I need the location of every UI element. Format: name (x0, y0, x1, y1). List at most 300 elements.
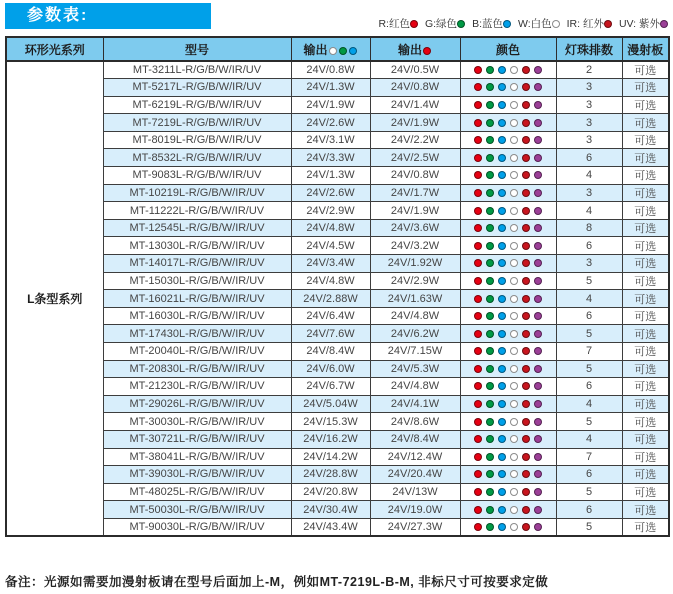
color-dots-cell (460, 395, 556, 413)
output-wgb-cell: 24V/16.2W (291, 430, 370, 448)
model-cell: MT-17430L-R/G/B/W/IR/UV (103, 325, 291, 343)
footnote: 备注：光源如需要加漫射板请在型号后面加上-M，例如MT-7219L-B-M, 非标尺寸可按要求定做 (5, 575, 549, 589)
model-cell: MT-12545L-R/G/B/W/IR/UV (103, 219, 291, 237)
color-dots-cell (460, 114, 556, 132)
color-dots-cell (460, 483, 556, 501)
color-dot-icon (474, 312, 482, 320)
color-dot-icon (522, 330, 530, 338)
output-wgb-cell: 24V/3.4W (291, 255, 370, 273)
output-wgb-cell: 24V/1.9W (291, 96, 370, 114)
color-dot-icon (534, 295, 542, 303)
color-dot-icon (522, 347, 530, 355)
output-wgb-cell: 24V/2.88W (291, 290, 370, 308)
col-header-led-rows: 灯珠排数 (556, 37, 622, 61)
color-dots-cell (460, 325, 556, 343)
table-row (6, 255, 669, 273)
color-dots-cell (460, 79, 556, 97)
diffuser-cell: 可选 (622, 501, 669, 519)
model-cell: MT-10219L-R/G/B/W/IR/UV (103, 184, 291, 202)
color-dot-icon (474, 453, 482, 461)
color-dots-cell (460, 290, 556, 308)
color-dot-icon (474, 347, 482, 355)
output-r-cell: 24V/20.4W (370, 466, 460, 484)
color-dot-icon (510, 295, 518, 303)
color-dots-cell (460, 343, 556, 361)
color-dot-icon (474, 523, 482, 531)
color-dot-icon (510, 277, 518, 285)
diffuser-cell: 可选 (622, 96, 669, 114)
color-dot-icon (486, 470, 494, 478)
output-r-cell: 24V/12.4W (370, 448, 460, 466)
color-dot-icon (474, 506, 482, 514)
table-row (6, 501, 669, 519)
diffuser-cell: 可选 (622, 448, 669, 466)
led-rows-cell: 6 (556, 501, 622, 519)
diffuser-cell: 可选 (622, 483, 669, 501)
color-dots-cell (460, 307, 556, 325)
table-row (6, 395, 669, 413)
color-dot-icon (498, 347, 506, 355)
color-dot-icon (510, 312, 518, 320)
led-rows-cell: 4 (556, 430, 622, 448)
color-dot-icon (486, 347, 494, 355)
color-dot-icon (534, 400, 542, 408)
color-dot-icon (522, 435, 530, 443)
legend-label: G:绿色 (424, 18, 458, 30)
output-r-cell: 24V/7.15W (370, 343, 460, 361)
color-dot-icon (522, 453, 530, 461)
led-rows-cell: 6 (556, 307, 622, 325)
color-dot-icon (510, 259, 518, 267)
output-wgb-cell: 24V/6.4W (291, 307, 370, 325)
ir-dot-icon (604, 20, 612, 28)
color-dot-icon (498, 470, 506, 478)
model-cell: MT-30721L-R/G/B/W/IR/UV (103, 430, 291, 448)
color-dot-icon (486, 506, 494, 514)
table-row (6, 149, 669, 167)
output-r-cell: 24V/1.4W (370, 96, 460, 114)
color-dot-icon (534, 523, 542, 531)
color-dot-icon (498, 400, 506, 408)
header-output-dot-icon (329, 47, 337, 55)
led-rows-cell: 7 (556, 448, 622, 466)
table-row (6, 131, 669, 149)
color-dot-icon (498, 101, 506, 109)
diffuser-cell: 可选 (622, 466, 669, 484)
color-dot-icon (522, 488, 530, 496)
color-dot-icon (510, 418, 518, 426)
header-output-dot-icon (339, 47, 347, 55)
legend-item-red (378, 18, 418, 30)
color-dot-icon (486, 224, 494, 232)
led-rows-cell: 4 (556, 202, 622, 220)
color-dot-icon (522, 400, 530, 408)
color-dot-icon (534, 66, 542, 74)
output-wgb-cell: 24V/30.4W (291, 501, 370, 519)
white-dot-icon (552, 20, 560, 28)
color-dots-cell (460, 237, 556, 255)
diffuser-cell: 可选 (622, 202, 669, 220)
color-dot-icon (510, 382, 518, 390)
led-rows-cell: 3 (556, 184, 622, 202)
green-dot-icon (457, 20, 465, 28)
color-dot-icon (486, 453, 494, 461)
color-dot-icon (534, 330, 542, 338)
color-dot-icon (498, 189, 506, 197)
output-r-cell: 24V/6.2W (370, 325, 460, 343)
model-cell: MT-21230L-R/G/B/W/IR/UV (103, 378, 291, 396)
color-dot-icon (486, 295, 494, 303)
legend-label: IR: 红外 (566, 18, 604, 30)
color-dot-icon (486, 119, 494, 127)
color-dot-icon (486, 418, 494, 426)
color-dot-icon (534, 207, 542, 215)
model-cell: MT-11222L-R/G/B/W/IR/UV (103, 202, 291, 220)
color-dots-cell (460, 466, 556, 484)
color-dot-icon (522, 277, 530, 285)
color-dots-cell (460, 61, 556, 79)
color-dot-icon (534, 119, 542, 127)
model-cell: MT-16021L-R/G/B/W/IR/UV (103, 290, 291, 308)
output-r-cell: 24V/27.3W (370, 518, 460, 536)
led-rows-cell: 5 (556, 413, 622, 431)
color-dot-icon (534, 277, 542, 285)
color-dot-icon (498, 119, 506, 127)
output-r-cell: 24V/3.6W (370, 219, 460, 237)
table-row (6, 167, 669, 185)
led-rows-cell: 6 (556, 378, 622, 396)
table-row (6, 325, 669, 343)
model-cell: MT-14017L-R/G/B/W/IR/UV (103, 255, 291, 273)
color-dot-icon (534, 435, 542, 443)
color-dot-icon (510, 136, 518, 144)
legend-label: B:蓝色 (472, 18, 503, 30)
output-r-cell: 24V/1.92W (370, 255, 460, 273)
led-rows-cell: 5 (556, 483, 622, 501)
led-rows-cell: 6 (556, 149, 622, 167)
color-dot-icon (534, 224, 542, 232)
legend-item-white (518, 18, 560, 30)
color-dot-icon (534, 154, 542, 162)
color-dot-icon (498, 295, 506, 303)
output-r-cell: 24V/4.8W (370, 378, 460, 396)
blue-dot-icon (503, 20, 511, 28)
spec-table (5, 36, 670, 537)
table-row (6, 202, 669, 220)
output-wgb-cell: 24V/8.4W (291, 343, 370, 361)
color-dots-cell (460, 501, 556, 519)
table-row (6, 430, 669, 448)
output-r-cell: 24V/8.4W (370, 430, 460, 448)
color-dot-icon (486, 101, 494, 109)
table-row (6, 518, 669, 536)
col-header-output-r: 输出 (370, 37, 460, 61)
output-r-cell: 24V/0.5W (370, 61, 460, 79)
output-wgb-cell: 24V/28.8W (291, 466, 370, 484)
col-header-output-wgb: 输出 (291, 37, 370, 61)
color-dot-icon (486, 435, 494, 443)
output-r-cell: 24V/0.8W (370, 167, 460, 185)
output-wgb-cell: 24V/4.8W (291, 272, 370, 290)
color-dot-icon (474, 488, 482, 496)
output-wgb-cell: 24V/3.3W (291, 149, 370, 167)
table-row (6, 184, 669, 202)
model-cell: MT-50030L-R/G/B/W/IR/UV (103, 501, 291, 519)
legend-item-ir (567, 18, 612, 30)
output-r-cell: 24V/5.3W (370, 360, 460, 378)
color-dot-icon (522, 154, 530, 162)
model-cell: MT-38041L-R/G/B/W/IR/UV (103, 448, 291, 466)
color-dot-icon (522, 224, 530, 232)
output-wgb-cell: 24V/4.8W (291, 219, 370, 237)
output-wgb-cell: 24V/14.2W (291, 448, 370, 466)
color-dot-icon (486, 330, 494, 338)
color-dot-icon (510, 154, 518, 162)
color-dot-icon (474, 66, 482, 74)
model-cell: MT-39030L-R/G/B/W/IR/UV (103, 466, 291, 484)
color-dots-cell (460, 167, 556, 185)
color-dot-icon (486, 365, 494, 373)
diffuser-cell: 可选 (622, 378, 669, 396)
legend-label: R:红色 (378, 18, 410, 30)
color-dot-icon (534, 347, 542, 355)
color-dot-icon (534, 453, 542, 461)
model-cell: MT-15030L-R/G/B/W/IR/UV (103, 272, 291, 290)
color-dot-icon (486, 312, 494, 320)
color-dot-icon (474, 295, 482, 303)
model-cell: MT-16030L-R/G/B/W/IR/UV (103, 307, 291, 325)
color-dot-icon (510, 330, 518, 338)
color-dots-cell (460, 131, 556, 149)
led-rows-cell: 5 (556, 272, 622, 290)
col-header-model: 型号 (103, 37, 291, 61)
color-dot-icon (498, 418, 506, 426)
color-dot-icon (510, 488, 518, 496)
color-dot-icon (522, 101, 530, 109)
color-dot-icon (510, 470, 518, 478)
col-header-diffuser: 漫射板 (622, 37, 669, 61)
color-dot-icon (522, 259, 530, 267)
color-dots-cell (460, 378, 556, 396)
led-rows-cell: 2 (556, 61, 622, 79)
color-dots-cell (460, 96, 556, 114)
col-header-color: 颜色 (460, 37, 556, 61)
color-dot-icon (498, 330, 506, 338)
table-row (6, 79, 669, 97)
color-dot-icon (534, 470, 542, 478)
table-row (6, 413, 669, 431)
color-dot-icon (522, 83, 530, 91)
output-r-cell: 24V/1.9W (370, 202, 460, 220)
color-dot-icon (498, 136, 506, 144)
diffuser-cell: 可选 (622, 360, 669, 378)
color-dot-icon (534, 83, 542, 91)
color-dot-icon (474, 418, 482, 426)
table-row (6, 219, 669, 237)
color-legend (371, 16, 668, 31)
color-dots-cell (460, 360, 556, 378)
color-dot-icon (522, 189, 530, 197)
led-rows-cell: 3 (556, 255, 622, 273)
color-dot-icon (522, 523, 530, 531)
color-dot-icon (534, 136, 542, 144)
output-wgb-cell: 24V/15.3W (291, 413, 370, 431)
color-dot-icon (498, 154, 506, 162)
color-dots-cell (460, 184, 556, 202)
color-dot-icon (486, 171, 494, 179)
legend-item-uv (619, 18, 668, 30)
diffuser-cell: 可选 (622, 149, 669, 167)
output-wgb-cell: 24V/1.3W (291, 79, 370, 97)
color-dot-icon (498, 207, 506, 215)
color-dot-icon (510, 207, 518, 215)
output-r-cell: 24V/4.8W (370, 307, 460, 325)
led-rows-cell: 3 (556, 114, 622, 132)
diffuser-cell: 可选 (622, 131, 669, 149)
color-dots-cell (460, 518, 556, 536)
color-dot-icon (474, 101, 482, 109)
header-output-dot-icon (349, 47, 357, 55)
output-wgb-cell: 24V/0.8W (291, 61, 370, 79)
color-dot-icon (522, 242, 530, 250)
output-r-cell: 24V/1.7W (370, 184, 460, 202)
color-dot-icon (498, 83, 506, 91)
color-dot-icon (534, 312, 542, 320)
color-dot-icon (534, 259, 542, 267)
color-dot-icon (474, 83, 482, 91)
model-cell: MT-6219L-R/G/B/W/IR/UV (103, 96, 291, 114)
output-r-cell: 24V/8.6W (370, 413, 460, 431)
color-dots-cell (460, 448, 556, 466)
color-dot-icon (522, 382, 530, 390)
color-dot-icon (510, 66, 518, 74)
color-dot-icon (474, 330, 482, 338)
color-dot-icon (498, 382, 506, 390)
table-row (6, 343, 669, 361)
output-r-cell: 24V/19.0W (370, 501, 460, 519)
color-dot-icon (486, 154, 494, 162)
color-dot-icon (534, 365, 542, 373)
diffuser-cell: 可选 (622, 237, 669, 255)
color-dot-icon (498, 453, 506, 461)
diffuser-cell: 可选 (622, 272, 669, 290)
table-row (6, 61, 669, 79)
color-dot-icon (474, 171, 482, 179)
output-wgb-cell: 24V/6.7W (291, 378, 370, 396)
led-rows-cell: 4 (556, 395, 622, 413)
table-row (6, 378, 669, 396)
diffuser-cell: 可选 (622, 518, 669, 536)
color-dot-icon (486, 83, 494, 91)
color-dots-cell (460, 219, 556, 237)
color-dot-icon (534, 488, 542, 496)
model-cell: MT-30030L-R/G/B/W/IR/UV (103, 413, 291, 431)
diffuser-cell: 可选 (622, 219, 669, 237)
color-dot-icon (522, 119, 530, 127)
diffuser-cell: 可选 (622, 307, 669, 325)
output-wgb-cell: 24V/43.4W (291, 518, 370, 536)
legend-item-green (425, 18, 465, 30)
led-rows-cell: 3 (556, 131, 622, 149)
color-dot-icon (474, 259, 482, 267)
model-cell: MT-9083L-R/G/B/W/IR/UV (103, 167, 291, 185)
header-output-dot-icon (423, 47, 431, 55)
diffuser-cell: 可选 (622, 114, 669, 132)
color-dot-icon (534, 242, 542, 250)
page-title-text: 参数表: (27, 7, 89, 24)
color-dot-icon (474, 382, 482, 390)
color-dot-icon (522, 66, 530, 74)
color-dot-icon (510, 101, 518, 109)
diffuser-cell: 可选 (622, 395, 669, 413)
output-r-cell: 24V/1.63W (370, 290, 460, 308)
color-dot-icon (534, 101, 542, 109)
color-dot-icon (498, 523, 506, 531)
color-dot-icon (474, 136, 482, 144)
table-row (6, 272, 669, 290)
output-r-cell: 24V/13W (370, 483, 460, 501)
output-wgb-cell: 24V/2.9W (291, 202, 370, 220)
model-cell: MT-8532L-R/G/B/W/IR/UV (103, 149, 291, 167)
color-dot-icon (498, 259, 506, 267)
color-dot-icon (510, 435, 518, 443)
color-dot-icon (534, 506, 542, 514)
output-r-cell: 24V/3.2W (370, 237, 460, 255)
output-wgb-cell: 24V/6.0W (291, 360, 370, 378)
color-dot-icon (486, 207, 494, 215)
color-dot-icon (510, 365, 518, 373)
model-cell: MT-48025L-R/G/B/W/IR/UV (103, 483, 291, 501)
color-dot-icon (486, 488, 494, 496)
table-row (6, 114, 669, 132)
color-dot-icon (474, 119, 482, 127)
color-dot-icon (474, 365, 482, 373)
color-dot-icon (522, 470, 530, 478)
color-dot-icon (510, 83, 518, 91)
led-rows-cell: 4 (556, 290, 622, 308)
col-header-series: 环形光系列 (6, 37, 103, 61)
model-cell: MT-7219L-R/G/B/W/IR/UV (103, 114, 291, 132)
diffuser-cell: 可选 (622, 79, 669, 97)
led-rows-cell: 3 (556, 79, 622, 97)
color-dot-icon (534, 171, 542, 179)
color-dots-cell (460, 202, 556, 220)
red-dot-icon (410, 20, 418, 28)
color-dot-icon (522, 365, 530, 373)
legend-label: UV: 紫外 (618, 18, 660, 30)
color-dot-icon (486, 523, 494, 531)
table-row (6, 307, 669, 325)
color-dot-icon (510, 523, 518, 531)
diffuser-cell: 可选 (622, 290, 669, 308)
model-cell: MT-20830L-R/G/B/W/IR/UV (103, 360, 291, 378)
color-dot-icon (474, 207, 482, 215)
color-dot-icon (510, 347, 518, 355)
color-dot-icon (486, 242, 494, 250)
diffuser-cell: 可选 (622, 325, 669, 343)
diffuser-cell: 可选 (622, 61, 669, 79)
model-cell: MT-3211L-R/G/B/W/IR/UV (103, 61, 291, 79)
diffuser-cell: 可选 (622, 184, 669, 202)
output-wgb-cell: 24V/5.04W (291, 395, 370, 413)
table-row (6, 448, 669, 466)
color-dot-icon (534, 189, 542, 197)
diffuser-cell: 可选 (622, 255, 669, 273)
diffuser-cell: 可选 (622, 343, 669, 361)
led-rows-cell: 7 (556, 343, 622, 361)
led-rows-cell: 5 (556, 325, 622, 343)
output-wgb-cell: 24V/2.6W (291, 114, 370, 132)
